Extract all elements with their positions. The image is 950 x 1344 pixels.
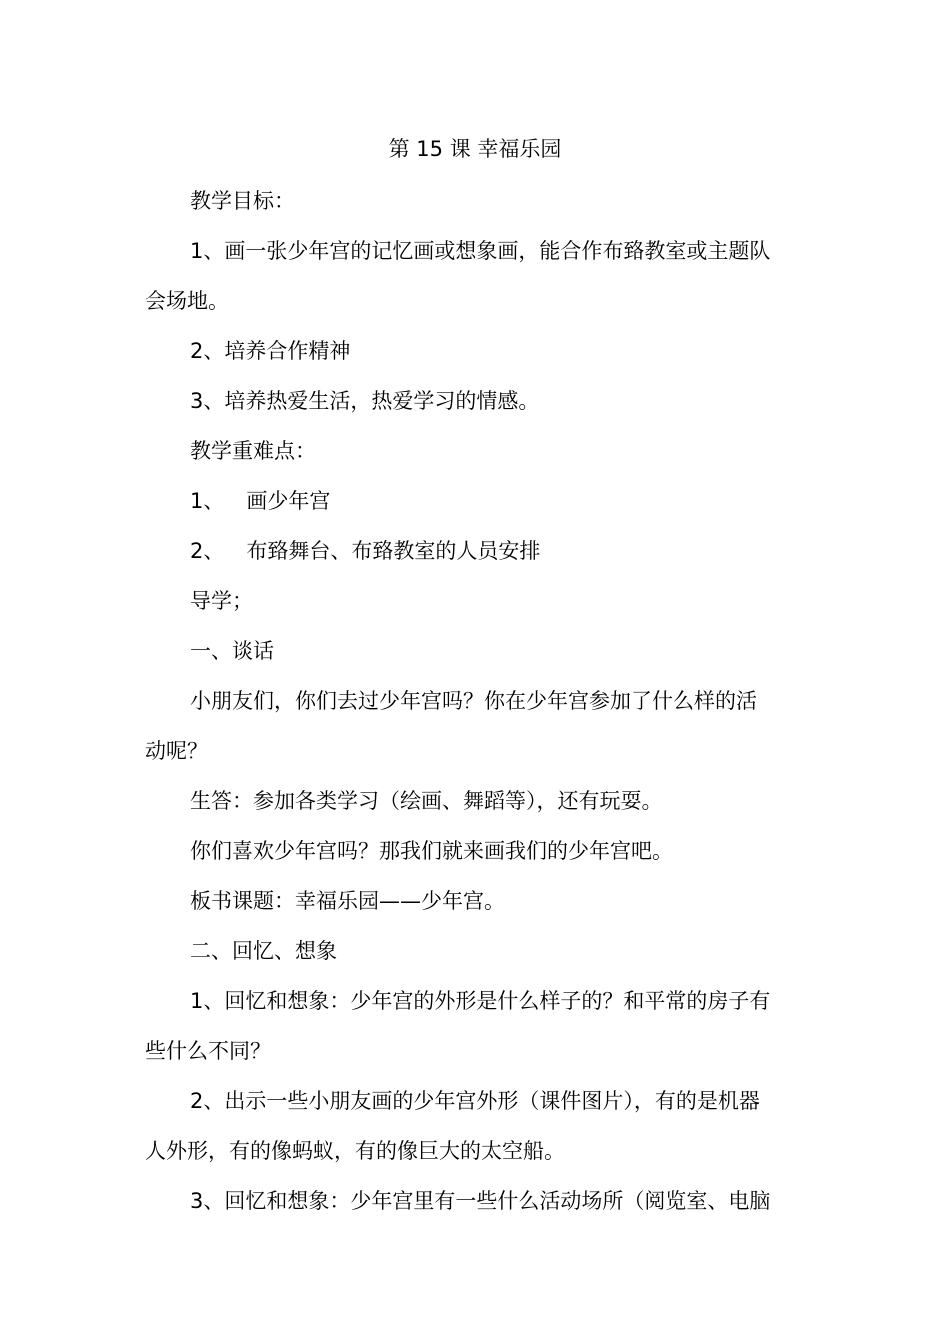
paragraph-line: 1、回忆和想象：少年宫的外形是什么样子的？和平常的房子有 [190,989,771,1013]
section-heading-guide: 导学； [190,589,253,613]
paragraph-line: 3、培养热爱生活，热爱学习的情感。 [190,389,540,413]
paragraph-line: 动呢？ [145,739,208,763]
section-heading-objectives: 教学目标： [190,189,295,213]
paragraph-line: 1、画一张少年宫的记忆画或想象画，能合作布臵教室或主题队 [190,239,771,263]
paragraph-line: 2、培养合作精神 [190,339,351,363]
paragraph-line: 2、出示一些小朋友画的少年宫外形（课件图片），有的是机器 [190,1089,760,1113]
list-number: 1、 [190,489,225,513]
list-text: 布臵舞台、布臵教室的人员安排 [246,539,541,563]
paragraph-line: 板书课题：幸福乐园——少年宫。 [190,889,505,913]
paragraph-line: 会场地。 [145,289,229,313]
paragraph-line: 些什么不同？ [145,1039,271,1063]
paragraph-line: 生答：参加各类学习（绘画、舞蹈等），还有玩耍。 [190,789,663,813]
list-number: 2、 [190,539,225,563]
paragraph-line: 3、回忆和想象：少年宫里有一些什么活动场所（阅览室、电脑 [190,1189,771,1213]
paragraph-line: 人外形，有的像蚂蚁，有的像巨大的太空船。 [145,1139,565,1163]
paragraph-line: 你们喜欢少年宫吗？那我们就来画我们的少年宫吧。 [190,839,673,863]
list-text: 画少年宫 [246,489,331,513]
section-heading-recall: 二、回忆、想象 [190,939,337,963]
list-item [190,486,330,516]
lesson-title: 第 15 课 幸福乐园 [388,137,562,161]
list-item [190,536,540,566]
section-heading-talk: 一、谈话 [190,639,274,663]
paragraph-line: 小朋友们，你们去过少年宫吗？你在少年宫参加了什么样的活 [190,689,757,713]
section-heading-key-points: 教学重难点： [190,439,316,463]
